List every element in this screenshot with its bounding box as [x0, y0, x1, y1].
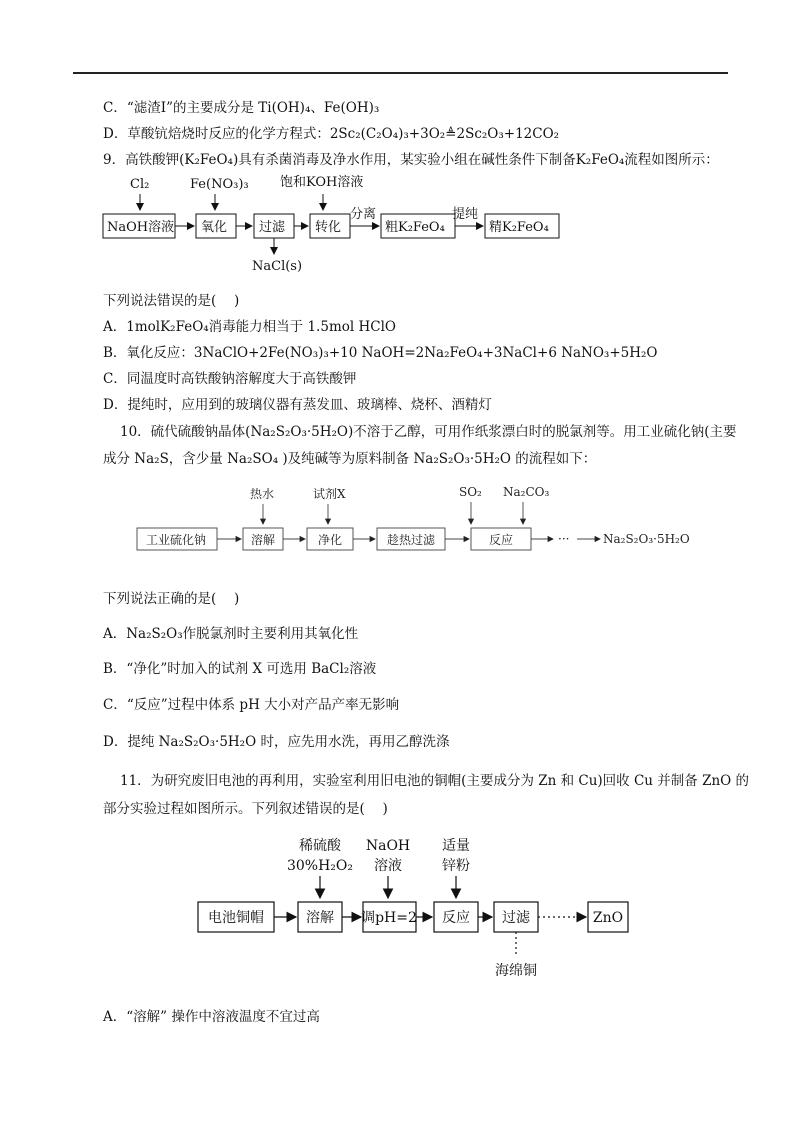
svg-text:溶解: 溶解	[306, 910, 334, 926]
q10-flowchart	[0, 482, 800, 562]
q8-option-d: D．草酸钪焙烧时反应的化学方程式：2Sc₂(C₂O₄)₃+3O₂≜2Sc₂O₃+12CO₂	[103, 126, 560, 142]
svg-text:NaOH溶液: NaOH溶液	[107, 220, 175, 235]
q11-flowchart	[0, 832, 800, 982]
svg-text:趁热过滤: 趁热过滤	[387, 533, 436, 547]
q9-label-separate: 分离	[350, 207, 377, 222]
q9-label-purify: 提纯	[452, 207, 479, 222]
q11-option-a: A．“溶解” 操作中溶液温度不宜过高	[103, 1009, 320, 1025]
q11-reagent-h2o2: 30%H₂O₂	[286, 858, 354, 874]
q9-stem: 9．高铁酸钾(K₂FeO₄)具有杀菌消毒及净水作用，某实验小组在碱性条件下制备K₂FeO₄流程如图所示：	[103, 152, 719, 168]
q9-option-a: A．1molK₂FeO₄消毒能力相当于 1.5mol HClO	[103, 319, 396, 335]
svg-text:溶解: 溶解	[251, 533, 276, 547]
q9-ask: 下列说法错误的是( )	[103, 293, 240, 309]
svg-text:调pH=2: 调pH=2	[361, 910, 417, 926]
svg-text:工业硫化钠: 工业硫化钠	[146, 533, 207, 547]
svg-text:反应: 反应	[442, 910, 470, 926]
q10-ask: 下列说法正确的是( )	[103, 591, 240, 607]
q10-reagent-so2: SO₂	[459, 485, 482, 499]
q9-reagent-koh: 饱和KOH溶液	[280, 175, 364, 190]
q9-option-d: D．提纯时，应用到的玻璃仪器有蒸发皿、玻璃棒、烧杯、酒精灯	[103, 397, 492, 413]
svg-text:电池铜帽: 电池铜帽	[208, 910, 264, 926]
svg-text:粗K₂FeO₄: 粗K₂FeO₄	[385, 220, 445, 235]
q10-option-a: A．Na₂S₂O₃作脱氯剂时主要利用其氧化性	[103, 626, 359, 642]
q10-reagent-na2co3: Na₂CO₃	[503, 485, 550, 499]
q9-option-c: C．同温度时高铁酸钠溶解度大于高铁酸钾	[103, 371, 357, 387]
q9-reagent-fe-nitrate: Fe(NO₃)₃	[190, 177, 249, 192]
svg-text:转化: 转化	[315, 220, 342, 235]
q9-flowchart	[0, 172, 800, 282]
svg-text:ZnO: ZnO	[592, 910, 624, 926]
svg-text:氧化: 氧化	[201, 220, 228, 235]
q11-reagent-acid: 稀硫酸	[299, 838, 341, 854]
header-rule	[73, 72, 728, 74]
q9-reagent-cl2: Cl₂	[130, 177, 150, 192]
q11-reagent-solution: 溶液	[374, 858, 402, 874]
q10-ellipsis: ···	[558, 532, 570, 546]
q10-reagent-hot-water: 热水	[250, 487, 275, 501]
q11-reagent-naoh: NaOH	[365, 838, 411, 854]
svg-text:净化: 净化	[318, 533, 343, 547]
q10-stem-line1: 10．硫代硫酸钠晶体(Na₂S₂O₃·5H₂O)不溶于乙醇，可用作纸浆漂白时的脱氯剂等。用工业硫化钠(主要	[120, 424, 737, 440]
svg-text:精K₂FeO₄: 精K₂FeO₄	[489, 220, 549, 235]
q10-product: Na₂S₂O₃·5H₂O	[603, 532, 690, 546]
q10-option-d: D．提纯 Na₂S₂O₃·5H₂O 时，应先用水洗，再用乙醇洗涤	[103, 734, 450, 750]
q10-option-b: B．“净化”时加入的试剂 X 可选用 BaCl₂溶液	[103, 661, 377, 677]
q9-byproduct: NaCl(s)	[252, 259, 303, 274]
q11-reagent-amount: 适量	[442, 838, 470, 854]
q8-option-c: C．“滤渣Ⅰ”的主要成分是 Ti(OH)₄、Fe(OH)₃	[103, 100, 380, 116]
q11-reagent-zinc: 锌粉	[442, 858, 470, 874]
q9-option-b: B．氧化反应：3NaClO+2Fe(NO₃)₃+10 NaOH=2Na₂FeO₄+3NaCl+6 NaNO₃+5H₂O	[103, 345, 658, 361]
q10-option-c: C．“反应”过程中体系 pH 大小对产品产率无影响	[103, 697, 400, 713]
q11-stem-line2: 部分实验过程如图所示。下列叙述错误的是( )	[103, 801, 388, 817]
svg-text:过滤: 过滤	[259, 220, 286, 235]
q10-stem-line2: 成分 Na₂S，含少量 Na₂SO₄ )及纯碱等为原料制备 Na₂S₂O₃·5H₂O 的流程如下：	[103, 451, 597, 467]
q11-byproduct: 海绵铜	[495, 963, 537, 979]
q10-reagent-x: 试剂X	[313, 487, 346, 501]
q11-stem-line1: 11．为研究废旧电池的再利用，实验室利用旧电池的铜帽(主要成分为 Zn 和 Cu)回收 Cu 并制备 ZnO 的	[120, 773, 750, 789]
svg-text:过滤: 过滤	[502, 910, 530, 926]
svg-text:反应: 反应	[489, 533, 514, 547]
